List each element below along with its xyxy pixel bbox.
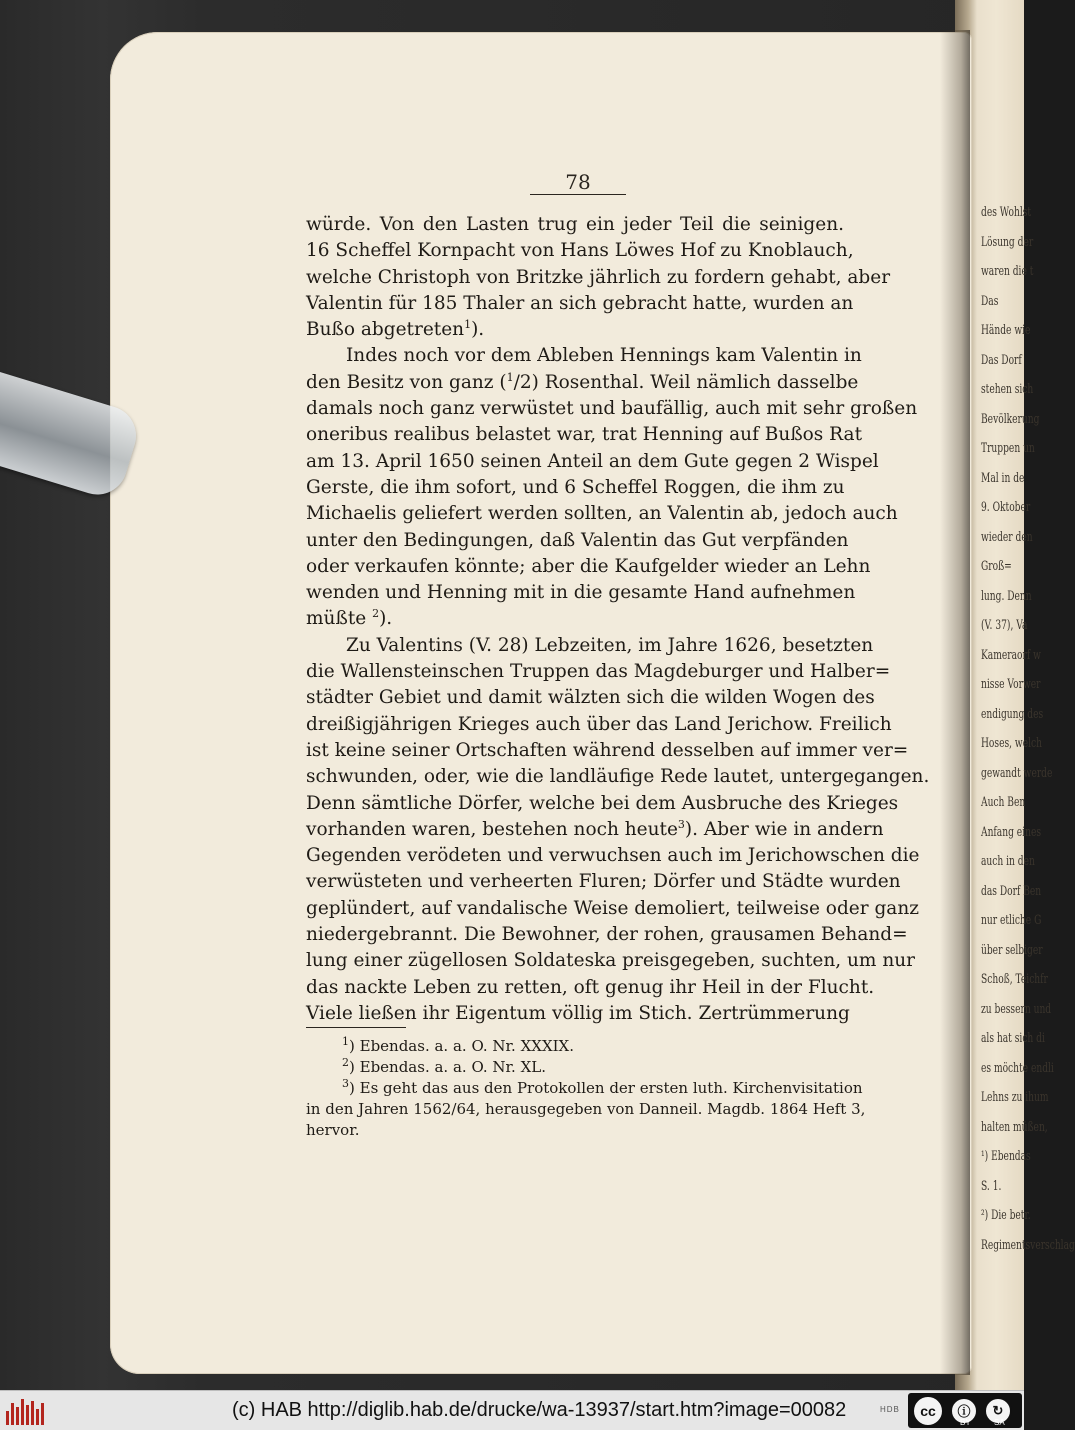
adjacent-page-fragment: Hoses, welch — [981, 736, 1042, 751]
text-line-content: Indes noch vor dem Ableben Hennings kam Valentin in — [346, 345, 862, 367]
page-number: 78 — [565, 170, 591, 194]
share-alike-icon: ↻ — [984, 1397, 1012, 1425]
text-line-content: wenden und Henning mit in die gesamte Hand aufnehmen — [306, 582, 856, 604]
text-line — [306, 422, 863, 448]
text-line — [306, 869, 901, 895]
adjacent-page-fragment: Anfang eines — [981, 824, 1042, 840]
text-line-content: 16 Scheffel Kornpacht von Hans Löwes Hof zu Knoblauch, — [306, 240, 854, 262]
adjacent-page-fragment: das Dorf Ben — [981, 883, 1042, 899]
text-line-tail: /2) Rosenthal. Weil nämlich dasselbe — [513, 371, 859, 393]
text-line-content: oder verkaufen könnte; aber die Kaufgelder wieder an Lehn — [306, 555, 871, 577]
text-line — [306, 449, 879, 475]
text-line-content: Denn sämtliche Dörfer, welche bei dem Ausbruche des Krieges — [306, 792, 899, 814]
adjacent-page-fragment: wieder den — [981, 529, 1033, 545]
footnote-number: 3 — [342, 1077, 349, 1090]
footnote-line — [306, 1077, 863, 1099]
text-line-content: lung einer zügellosen Soldateska preisgegeben, suchten, um nur — [306, 950, 916, 972]
text-line-content: das nackte Leben zu retten, oft genug ihr Heil in der Flucht. — [306, 976, 875, 998]
text-line-content: Michaelis geliefert werden sollten, an Valentin ab, jedoch auch — [306, 503, 898, 525]
text-line-content: ist keine seiner Ortschaften während desselben auf immer ver= — [306, 739, 909, 761]
adjacent-page-fragment: Auch Ben — [981, 795, 1026, 810]
adjacent-page-fragment: Hände wie — [981, 323, 1031, 338]
adjacent-page-fragment: Mal in de — [981, 470, 1025, 486]
text-line — [306, 501, 898, 527]
text-line — [306, 1001, 850, 1027]
adjacent-page-fragment: Lehns zu ihum — [981, 1090, 1049, 1105]
text-line-content: schwunden, oder, wie die landläufige Rede lautet, untergegangen. — [306, 766, 930, 788]
footnote-number: 2 — [342, 1056, 349, 1069]
text-line-content: würde. Von den Lasten trug ein jeder Teil die seinigen. — [306, 214, 844, 235]
adjacent-page-fragment: waren die t — [981, 264, 1034, 279]
adjacent-page-fragment: 9. Oktober — [981, 500, 1031, 515]
footnotes — [306, 1035, 866, 1141]
text-line-content: oneribus realibus belastet war, trat Henning auf Bußos Rat — [306, 424, 863, 446]
footnote-marker: 1 — [464, 318, 472, 332]
text-line-tail: ). Aber wie in andern — [684, 818, 884, 840]
adjacent-page-fragment: S. 1. — [981, 1178, 1002, 1194]
by-label: BY — [960, 1418, 971, 1427]
text-line — [306, 791, 899, 817]
by-attribution-icon: ⓘ — [950, 1397, 978, 1425]
text-line — [306, 922, 908, 948]
footnote-line — [306, 1120, 844, 1141]
small-imprint: HDB — [880, 1405, 900, 1414]
text-line — [306, 528, 849, 554]
text-line — [306, 265, 891, 291]
text-line — [306, 580, 856, 606]
text-line-tail: ). — [471, 319, 485, 341]
adjacent-page-fragment: gewandt werde — [981, 765, 1053, 781]
text-line-content: Bußo abgetreten — [306, 319, 465, 341]
footnote-text: ) Ebendas. a. a. O. Nr. XXXIX. — [349, 1037, 574, 1055]
footnote-text: in den Jahren 1562/64, herausgegeben von Danneil. Magdb. 1864 Heft 3, — [306, 1100, 866, 1118]
footnote-rule — [306, 1027, 406, 1028]
cc-license-badge[interactable] — [908, 1393, 1022, 1428]
text-line — [306, 659, 891, 685]
page-number-rule — [530, 194, 626, 195]
text-line-content: welche Christoph von Britzke jährlich zu fordern gehabt, aber — [306, 266, 891, 288]
adjacent-page-fragment: nur etliche G — [981, 913, 1042, 928]
adjacent-page-fragment: stehen sich — [981, 382, 1034, 397]
text-line-content: dreißigjährigen Krieges auch über das Land Jerichow. Freilich — [306, 713, 892, 735]
text-line — [306, 712, 892, 738]
text-line-content: städter Gebiet und damit wälzten sich die wilden Wogen des — [306, 687, 875, 709]
footnote-marker: 3 — [677, 817, 685, 831]
text-line-content: Valentin für 185 Thaler an sich gebracht hatte, wurden an — [306, 292, 854, 314]
text-line — [306, 817, 884, 843]
text-line — [306, 343, 862, 369]
text-line — [306, 606, 844, 632]
footnote-text: ) Es geht das aus den Protokollen der ersten luth. Kirchenvisitation — [349, 1079, 863, 1097]
text-line-content: Viele ließen ihr Eigentum völlig im Stich. Zertrümmerung — [306, 1002, 850, 1024]
text-line — [306, 370, 859, 396]
text-line — [306, 475, 844, 501]
text-line-content: Zu Valentins (V. 28) Lebzeiten, im Jahre 1626, besetzten — [346, 634, 874, 656]
adjacent-page-fragment: auch in den — [981, 854, 1035, 869]
footnote-marker: 2 — [372, 607, 380, 621]
copyright-banner — [0, 1390, 1024, 1430]
footnote-line — [306, 1036, 844, 1057]
text-line — [306, 238, 854, 264]
text-line — [306, 291, 854, 317]
text-line-content: geplündert, auf vandalische Weise demoliert, teilweise oder ganz — [306, 897, 919, 919]
adjacent-page-fragment: Groß= — [981, 559, 1012, 574]
sa-label: SA — [994, 1418, 1005, 1427]
text-line — [306, 685, 875, 711]
text-line-content: unter den Bedingungen, daß Valentin das Gut verpfänden — [306, 529, 849, 551]
adjacent-page-fragment: Regimentsverschlag — [981, 1237, 1075, 1253]
adjacent-page-fragment: Truppen un — [981, 441, 1035, 456]
adjacent-page-fragment: lung. Denn — [981, 588, 1032, 604]
footnote-marker: 1 — [506, 370, 514, 384]
footnote-number: 1 — [342, 1035, 349, 1048]
adjacent-page-fragment: es möchte endli — [981, 1060, 1054, 1076]
adjacent-page-fragment: (V. 37), Va — [981, 618, 1028, 633]
text-line — [306, 317, 844, 343]
text-line-content: vorhanden waren, bestehen noch heute — [306, 818, 678, 840]
adjacent-page-fragment: des Wohlst — [981, 205, 1032, 220]
text-line-content: müßte — [306, 608, 373, 630]
text-line — [306, 212, 844, 238]
text-line-content: damals noch ganz verwüstet und baufällig, auch mit sehr großen — [306, 398, 918, 420]
text-line-content: die Wallensteinschen Truppen das Magdeburger und Halber= — [306, 661, 891, 683]
main-text — [306, 212, 930, 1027]
adjacent-page-fragment: zu bessern und — [981, 1001, 1052, 1017]
adjacent-page-fragment: Das — [981, 293, 999, 309]
adjacent-page-fragment: ¹) Ebendas — [981, 1149, 1031, 1164]
cc-icon: cc — [912, 1395, 944, 1427]
adjacent-page-fragment: Lösung der — [981, 234, 1034, 250]
text-line-content: niedergebrannt. Die Bewohner, der rohen, grausamen Behand= — [306, 924, 908, 946]
text-line — [306, 896, 919, 922]
text-line — [306, 843, 920, 869]
adjacent-page-fragment: nisse Vorwer — [981, 677, 1041, 692]
hab-logo-icon — [6, 1395, 46, 1425]
adjacent-page-fragment: über selbiger — [981, 942, 1043, 958]
text-line — [306, 633, 874, 659]
copyright-link[interactable]: (c) HAB http://diglib.hab.de/drucke/wa-13937/start.htm?image=00082 — [232, 1399, 847, 1421]
text-line-content: den Besitz von ganz ( — [306, 371, 507, 393]
text-line — [306, 396, 918, 422]
adjacent-page-fragment: endigung des — [981, 706, 1044, 722]
footnote-line — [306, 1057, 844, 1078]
adjacent-page-fragment: Bevölkerung — [981, 411, 1040, 427]
text-line-content: Gerste, die ihm sofort, und 6 Scheffel Roggen, die ihm zu — [306, 476, 845, 498]
adjacent-page-fragment: ²) Die betr. — [981, 1208, 1031, 1223]
text-line-tail: ). — [379, 608, 393, 630]
adjacent-page-fragment: Schoß, Teichfr — [981, 972, 1048, 987]
text-line-content: am 13. April 1650 seinen Anteil an dem Gute gegen 2 Wispel — [306, 450, 879, 472]
text-line-content: verwüsteten und verheerten Fluren; Dörfer und Städte wurden — [306, 871, 901, 893]
adjacent-page-fragment: Kameraorf w — [981, 647, 1041, 663]
adjacent-page-fragment: als hat sich di — [981, 1031, 1045, 1046]
text-line — [306, 738, 909, 764]
text-line — [306, 554, 871, 580]
text-line — [306, 764, 930, 790]
text-line — [306, 975, 875, 1001]
text-line — [306, 948, 916, 974]
footnote-line — [306, 1099, 866, 1120]
adjacent-page-fragment: Das Dorf — [981, 352, 1022, 368]
footnote-text: ) Ebendas. a. a. O. Nr. XL. — [349, 1058, 546, 1076]
text-line-content: Gegenden verödeten und verwuchsen auch im Jerichowschen die — [306, 845, 920, 867]
adjacent-page-fragment: halten müßen, — [981, 1119, 1048, 1135]
footnote-text: hervor. — [306, 1121, 360, 1139]
